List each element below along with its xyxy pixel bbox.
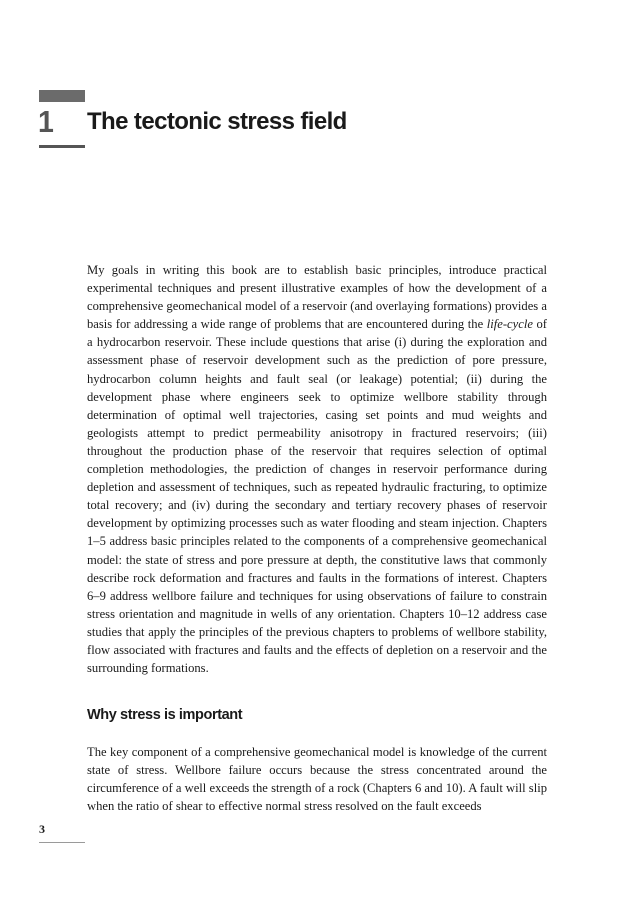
section-text: The key component of a comprehensive geomechanical model is knowledge of the current state of stress. Wellbore failure occurs because the stress concentrated around the circumference of a well exceeds the strength of a rock (Chapters 6 and 10). A fault will slip when the ratio of shear to effective normal stress resolved on the fault exceeds — [87, 745, 547, 814]
section-paragraph — [87, 743, 547, 815]
chapter-number: 1 — [38, 104, 54, 139]
intro-paragraph — [87, 261, 547, 677]
intro-text-end: of a hydrocarbon reservoir. These include questions that arise (i) during the exploration and assessment phase of reservoir development such as the prediction of pore pressure, hydrocarbon column heights and fault seal (or leakage) potential; (ii) during the development phase where engineers seek to optimize wellbore stability through determination of optimal well trajectories, casing set points and mud weights and geologists attempt to predict permeability anisotropy in fractured reservoirs; (iii) throughout the production phase of the reservoir that requires selection of optimal completion methodologies, the prediction of changes in reservoir performance during depletion and assessment of techniques, such as repeated hydraulic fracturing, to optimize total recovery; and (iv) during the secondary and tertiary recovery phases of reservoir development by optimizing processes such as water flooding and steam injection. Chapters 1–5 address basic principles related to the components of a comprehensive geomechanical model: the state of stress and pore pressure at depth, the constitutive laws that commonly describe rock deformation and fractures and faults in the formations of interest. Chapters 6–9 address wellbore failure and techniques for using observations of failure to constrain stress orientation and magnitude in wells of any orientation. Chapters 10–12 address case studies that apply the principles of the previous chapters to problems of wellbore stability, flow associated with fractures and faults and the effects of depletion on a reservoir and the surrounding formations. — [87, 317, 547, 676]
footer-rule — [39, 842, 85, 843]
page-number: 3 — [39, 822, 45, 836]
intro-italic-term: life-cycle — [486, 317, 533, 332]
chapter-bar-top — [39, 90, 85, 102]
chapter-title: The tectonic stress field — [87, 108, 347, 135]
section-heading: Why stress is important — [87, 707, 243, 723]
intro-text-start: My goals in writing this book are to establish basic principles, introduce practical experimental techniques and present illustrative examples of how the development of a comprehensive geomechanical model of a reservoir (and overlaying formations) provides a basis for addressing a wide range of problems that are encountered during the — [87, 263, 547, 332]
chapter-bar-bottom — [39, 145, 85, 148]
